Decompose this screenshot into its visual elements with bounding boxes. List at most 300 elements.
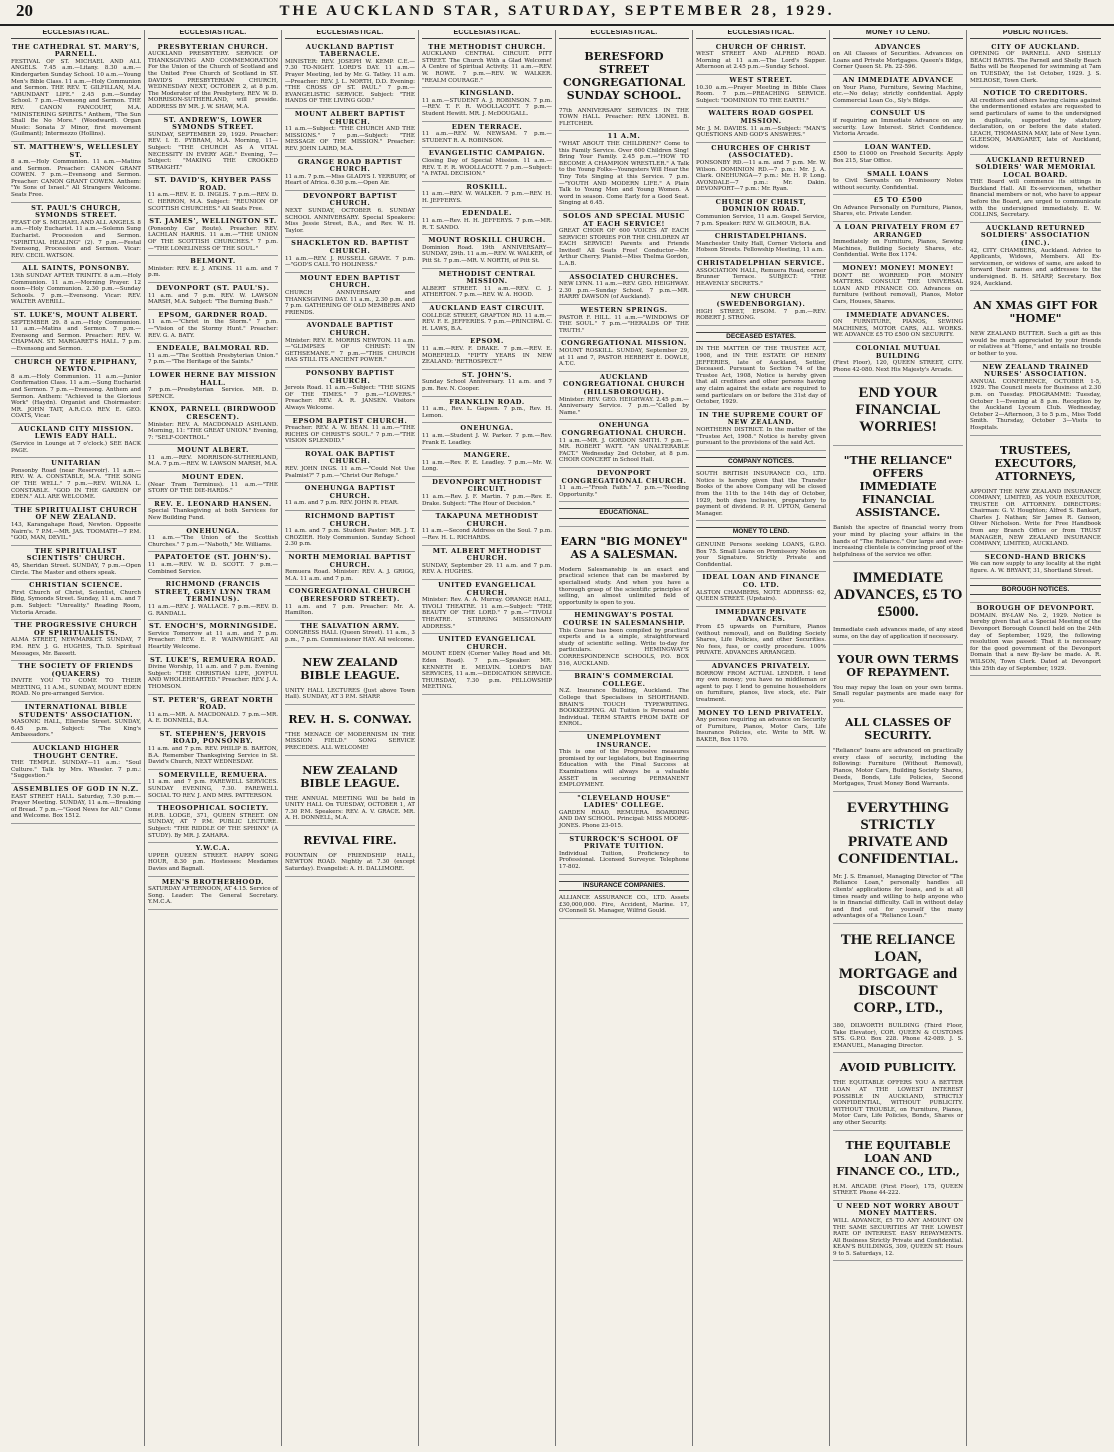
advertisement: [970, 552, 1101, 579]
ad-body: Remuera Road. Minister: REV. A. J. GRIGG, M.A. 11 a.m. and 7 p.m.: [285, 569, 415, 582]
column-header: ECCLESIASTICAL.: [422, 30, 552, 39]
ad-heading: AUCKLAND CONGREGATIONAL CHURCH (HILLSBOROUGH).: [562, 372, 686, 396]
advertisement: [11, 580, 141, 620]
ad-heading: WESTERN SPRINGS.: [580, 306, 668, 315]
ad-body: PONSONBY RD.—11 a.m. and 7 p.m. Mr. W. Wilson. DOMINION RD.—7 p.m.: Mr. J. A. Clark. ONEHUNGA—7 p.m.: Mr. H. P. Long. AVONDALE—7 p.m.: Mr. Dakin. DEVONPORT—7 p.m.: Mr. Ryan.: [696, 159, 826, 193]
advertisement: [422, 450, 552, 477]
advertisement: [422, 397, 552, 424]
ad-body: INVITE YOU TO COME TO THEIR MEETING, 11 A.M., SUNDAY, MOUNT EDEN ROAD. No pre-arranged Service.: [11, 678, 141, 698]
advertisement: [285, 368, 415, 416]
ad-body: 11 a.m.—"The Union of the Scottish Churches." 7 p.m.—"Naboth," Mr. Williams.: [148, 535, 278, 548]
ad-heading: EPSOM BAPTIST CHURCH.: [292, 416, 408, 425]
ad-heading: INSURANCE COMPANIES.: [559, 881, 689, 892]
ad-heading: THEOSOPHICAL SOCIETY.: [157, 804, 269, 813]
advertisement: [696, 521, 826, 572]
advertisement: [833, 310, 963, 343]
advertisement: [148, 655, 278, 695]
advertisement: [833, 1053, 963, 1130]
advertisement: [970, 579, 1101, 604]
ad-body: Banish the spectre of financial worry from your mind by placing your affairs in the hands of "The Reliance." Our large and ever-increasing clientele is convincing proof of the helpfulness of the service we offer.: [833, 525, 963, 558]
ad-body: MOUNT EDEN (Corner Valley Road and Mt. Eden Road). 7 p.m.—Speaker: MR. KENNETH E. MELVIN. LORD'S DAY SERVICES, 11 a.m.—DEDICATION SERVICE. THURSDAY, 7.30 p.m. FELLOWSHIP MEETING.: [422, 651, 552, 691]
ad-body: "THE MENACE OF MODERNISM IN THE MISSION FIELD." SONG SERVICE PRECEDES. ALL WELCOME!: [285, 731, 415, 751]
ad-body: Divine Worship, 11 a.m. and 7 p.m. Evening Subject: "THE CHRISTIAN LIFE, JOYFUL AND WHOLEHEARTED." Preacher: REV. J. A. THOMSON.: [148, 664, 278, 690]
ad-body: GREAT CHOIR OF 600 VOICES AT EACH SERVICE! STORIES FOR THE CHILDREN AT EACH SERVICE! Parents and Friends Invited! All Seats Free! Conductor—Mr. Arthur Cherry. Pianist—Miss Thelma Gordon, L.A.B.: [559, 228, 689, 268]
ad-heading: KNOX, PARNELL (BIRDWOOD CRESCENT).: [149, 405, 277, 421]
ad-body: 11 a.m.—STUDENT A. J. ROBINSON. 7 p.m.—REV. T. F. R. WOOLLACOTT. 7 p.m.—Student Hewitt. MR. J. McDOUGALL.: [422, 97, 552, 117]
ad-heading: IMMEDIATE PRIVATE ADVANCES.: [715, 607, 807, 624]
advertisement: [422, 42, 552, 89]
ad-body: 10.30 a.m.—Prayer Meeting in Bible Class Room. 7 p.m.—PREACHING SERVICE. Subject: "DOMINION TO THE EARTH.": [696, 84, 826, 104]
advertisement: [422, 148, 552, 181]
ad-heading: THE SALVATION ARMY.: [300, 621, 400, 630]
advertisement: [148, 175, 278, 216]
ad-body: 11 a.m.—MR. A. MACDONALD. 7 p.m.—MR. A. E. DONNELL, B.A.: [148, 711, 278, 725]
ad-heading: ST. JAMES', WELLINGTON ST.: [149, 217, 277, 226]
advertisement: [148, 803, 278, 843]
advertisement: [148, 729, 278, 770]
ad-heading: ONEHUNGA CONGREGATIONAL CHURCH.: [561, 421, 687, 437]
advertisement: [696, 143, 826, 197]
column-4: [419, 30, 556, 1446]
ad-heading: BRAIN'S COMMERCIAL COLLEGE.: [574, 672, 674, 688]
ad-body: H.M. ARCADE (First Floor), 175, QUEEN STREET. Phone 44-222.: [833, 1183, 963, 1197]
ad-body: on All Classes of Securities. Advances on Loans and Private Mortgages. Queen's Bldgs, Corner Queen St. Ph. 22-596.: [833, 51, 963, 71]
ad-heading: MANGERE.: [463, 451, 511, 460]
ad-heading: RICHMOND (FRANCIS STREET, GREY LYNN TRAM TERMINUS).: [154, 580, 272, 604]
ad-heading: EVERYTHING STRICTLY PRIVATE AND CONFIDENTIAL.: [837, 799, 959, 867]
advertisement: [11, 702, 141, 743]
advertisement: [285, 552, 415, 586]
advertisement: [285, 273, 415, 321]
advertisement: [970, 155, 1101, 223]
advertisement: [970, 291, 1101, 361]
ad-heading: THE SPIRITUALIST CHURCH OF NEW ZEALAND.: [14, 505, 138, 522]
ad-body: 7 p.m.—Presbyterian Service. MR. D. SPENCE.: [148, 387, 278, 400]
newspaper-title: THE AUCKLAND STAR, SATURDAY, SEPTEMBER 28, 1929.: [279, 3, 835, 19]
advertisement: [559, 272, 689, 305]
advertisement: [833, 169, 963, 196]
advertisement: [696, 572, 826, 606]
ad-body: 11 a.m.—REV. W. NEWSAM. 7 p.m.—STUDENT R. A. ROBINSON.: [422, 131, 552, 144]
advertisement: [559, 131, 689, 211]
ad-body: IN THE MATTER OF THE TRUSTEE ACT, 1908, and IN THE ESTATE OF HENRY JEFFERIES, late of Auckland, Settler, Deceased. Pursuant to Section 74 of the Trustee Act, 1908, Notice is hereby given that all creditors and other persons having any claim against the estate are required to send particulars on or before the 31st day of October, 1929.: [696, 346, 826, 406]
ad-heading: PAPATOETOE (ST. JOHN'S).: [154, 553, 272, 562]
ad-heading: ST. STEPHEN'S, JERVOIS ROAD, PONSONBY.: [159, 729, 267, 746]
ad-heading: ADVANCES PRIVATELY.: [711, 661, 811, 670]
ad-body: ASSOCIATION HALL, Remuera Road, corner Brunner Terrace. SUBJECT: "THE HEAVENLY SECRETS.": [696, 267, 826, 287]
ad-heading: COLONIAL MUTUAL BUILDING: [855, 343, 941, 360]
advertisement: [833, 708, 963, 792]
ad-heading: ALL CLASSES OF SECURITY.: [844, 716, 952, 743]
ad-heading: ST. MATTHEW'S, WELLESLEY ST.: [13, 142, 139, 159]
advertisement: [148, 843, 278, 876]
ad-heading: DEVONPORT METHODIST CIRCUIT.: [432, 477, 542, 494]
ad-heading: ST. PETER'S, GREAT NORTH ROAD.: [152, 695, 274, 712]
column-header: MONEY TO LEND.: [833, 30, 963, 39]
ad-body: 11 a.m.—REV. J. RUSSELL GRAVE. 7 p.m.—"GOD'S CALL TO HOLINESS.": [285, 255, 415, 269]
ad-body: 11 a.m.—Rev. H. H. JEFFERYS. 7 p.m.—MR. R. T. SANDO.: [422, 218, 552, 231]
ad-heading: MOUNT ALBERT.: [177, 446, 249, 455]
ad-heading: SMALL LOANS: [867, 169, 929, 178]
advertisement: [833, 75, 963, 108]
ad-body: Any person requiring an advance on Security of Furniture, Pianos, Motor Cars, Life Insurance Policies, etc. Write to MR. W. BAKER, Box 1170.: [696, 717, 826, 743]
column-header: ECCLESIASTICAL.: [148, 30, 278, 39]
advertisement: [148, 42, 278, 115]
advertisement: [148, 115, 278, 176]
advertisement: [422, 269, 552, 303]
ad-body: GARDEN ROAD, REMUERA. BOARDING AND DAY SCHOOL. Principal: MISS MOORE-JONES. Phone 23-015.: [559, 809, 689, 830]
ad-body: CHURCH ANNIVERSARY and THANKSGIVING DAY. 11 a.m., 2.30 p.m. and 7 p.m. GATHERING OF OLD MEMBERS AND FRIENDS.: [285, 290, 415, 316]
advertisement: [422, 182, 552, 209]
ad-heading: THE EQUITABLE LOAN AND FINANCE CO., LTD.,: [836, 1138, 960, 1178]
ad-heading: COMPANY NOTICES.: [696, 457, 826, 468]
ad-heading: TAKAPUNA METHODIST CHURCH.: [435, 512, 539, 528]
ad-body: Communion Service, 11 a.m. Gospel Service, 7 p.m. Speaker: REV. W. GILMOUR, B.A.: [696, 214, 826, 227]
ad-body: 11 a.m. 7 p.m.—Miss GLADYS I. YERBURY, of Heart of Africa. 6.30 p.m.—Open Air.: [285, 173, 415, 187]
ad-heading: RICHMOND BAPTIST CHURCH.: [304, 512, 396, 528]
ad-heading: METHODIST CENTRAL MISSION.: [438, 269, 536, 286]
ad-body: NORTHERN DISTRICT. In the matter of the "Trustee Act, 1908." Notice is hereby given pursuant to the provisions of the said Act.: [696, 426, 826, 447]
ad-body: SUNDAY, SEPTEMBER 29, 1929. Preacher: REV. I. E. PYBRAM, M.A. Morning, 11—Subject: "THE CHURCH AS A VITAL NECESSITY IN EVERY AGE." Evening, 7—Subject: "MAKING THE CROOKED STRAIGHT.": [148, 131, 278, 171]
ad-heading: DEVONPORT BAPTIST CHURCH.: [302, 191, 398, 208]
ad-heading: ASSEMBLIES OF GOD IN N.Z.: [13, 785, 139, 793]
advertisement: [285, 157, 415, 191]
ad-heading: NORTH MEMORIAL BAPTIST CHURCH.: [288, 553, 412, 569]
advertisement: [11, 42, 141, 142]
ad-heading: ST. PAUL'S CHURCH, SYMONDS STREET.: [31, 203, 121, 220]
advertisement: [285, 511, 415, 552]
ad-heading: THE CATHEDRAL ST. MARY'S, PARNELL.: [12, 42, 140, 59]
ad-heading: EDUCATIONAL.: [559, 508, 689, 519]
ad-body: 11 a.m.—Rev. J. F. Martin. 7 p.m.—Rev. E. Drake. Subject: "The Hour of Decision.": [422, 494, 552, 507]
ad-body: 11 a.m.—REV. W. WALKER. 7 p.m.—REV. H. H. JEFFERYS.: [422, 191, 552, 204]
ad-heading: NEW ZEALAND BIBLE LEAGUE.: [300, 655, 400, 682]
advertisement: [11, 784, 141, 824]
advertisement: [833, 263, 963, 310]
ad-heading: REVIVAL FIRE.: [303, 833, 397, 847]
ad-heading: FRANKLIN ROAD.: [449, 397, 525, 406]
ad-heading: "THE RELIANCE" OFFERS IMMEDIATE FINANCIAL ASSISTANCE.: [843, 454, 953, 520]
advertisement: [285, 705, 415, 756]
ad-body: 42, CITY CHAMBERS, Auckland. Advice to Applicants, Widows, Members. All Ex-servicemen, or widows of same, are asked to forward their names and addresses to the undersigned. B. H. SHARP, Secretary. Box 924, Auckland.: [970, 247, 1101, 287]
advertisement: [148, 695, 278, 729]
ad-heading: IN THE SUPREME COURT OF NEW ZEALAND.: [699, 410, 823, 427]
ad-heading: "CLEVELAND HOUSE" LADIES' COLLEGE.: [577, 793, 671, 810]
ad-body: 11 a.m.—MR. J. GORDON SMITH. 7 p.m.—MR. ROBERT WATT. "AN UNALTERABLE FACT." Wednesday 2nd October, at 8 p.m. CHOIR CONCERT in School Hall.: [559, 437, 689, 464]
advertisement: [833, 377, 963, 446]
ad-body: MASONIC HALL, Ellerslie Street. SUNDAY, 6.45 p.m. Subject: "The King's Ambassadors.": [11, 719, 141, 739]
ad-heading: REV. H. S. CONWAY.: [288, 712, 412, 726]
ad-body: APPOINT THE NEW ZEALAND INSURANCE COMPANY, LIMITED, AS YOUR EXECUTOR, TRUSTEE OR ATTORNEY. DIRECTORS: Chairman: G. V. Houghton; Alfred S. Bankart, Charles J. Nathan; Sir James R. Gunson, Oliver Nicholson. Write for Free Handbook from any Branch Office or from TRUST MANAGER, NEW ZEALAND INSURANCE COMPANY, LIMITED, AUCKLAND.: [970, 488, 1101, 548]
ad-heading: KINGSLAND.: [459, 89, 515, 98]
ad-heading: DEVONPORT (ST. PAUL'S).: [156, 284, 270, 292]
column-header: ECCLESIASTICAL.: [285, 30, 415, 39]
ad-body: 11 a.m. and 7 p.m. Preacher: Mr. A. Hamilton.: [285, 603, 415, 617]
ad-body: GENUINE Persons seeking LOANS, G.P.O. Box 75. Small Loans on Promissory Notes on your Signature. Strictly Private and Confidential.: [696, 542, 826, 568]
advertisement: [148, 283, 278, 310]
ad-body: Immediate cash advances made, of any sized sums, on the day of application if necessary.: [833, 627, 963, 640]
ad-body: Minister: REV. GEO. HEIGHWAY. 2.45 p.m.—Anniversary Service. 7 p.m.—"Called by Name.": [559, 396, 689, 416]
ad-heading: AUCKLAND RETURNED SOLDIERS' ASSOCIATION (INC.).: [980, 223, 1091, 248]
advertisement: [285, 621, 415, 648]
ad-heading: LOWER HERNE BAY MISSION HALL.: [149, 370, 277, 387]
advertisement: [285, 416, 415, 449]
ad-heading: MONEY TO LEND PRIVATELY.: [698, 708, 824, 717]
advertisement: [696, 607, 826, 661]
advertisement: [833, 924, 963, 1053]
advertisement: [148, 621, 278, 654]
ad-heading: DECEASED ESTATES.: [696, 332, 826, 343]
ad-body: N.Z. Insurance Building, Auckland. The College that Specialises in SHORTHAND. BRAIN'S TOUCH TYPEWRITING. BOOKKEEPING. All Tuition is Personal and Individual. TERM STARTS FROM DATE OF ENROL.: [559, 688, 689, 728]
ad-heading: EDENDALE.: [462, 209, 512, 218]
ad-body: Dominion Road. 19th ANNIVERSARY—SUNDAY, 29th. 11 a.m.—REV. W. WALKER, of Pitt St. 7 p.m.—MR. V. NORTH, of Pitt St.: [422, 244, 552, 265]
ad-heading: ASSOCIATED CHURCHES.: [569, 272, 679, 281]
advertisement: [559, 338, 689, 371]
advertisement: [148, 526, 278, 553]
advertisement: [559, 42, 689, 132]
ad-heading: EPSOM.: [470, 337, 504, 346]
ad-heading: CONGREGATIONAL MISSION.: [561, 339, 687, 348]
ad-heading: £5 TO £500: [873, 196, 923, 205]
ad-heading: REV. E. LEONARD HANSEN.: [154, 499, 272, 508]
advertisement: [11, 357, 141, 424]
advertisement: [833, 222, 963, 263]
ad-body: You may repay the loan on your own terms. Small regular payments are made easy for you.: [833, 684, 963, 704]
ad-body: OPENING OF PARNELL AND SHELLY BEACH BATHS. The Parnell and Shelly Beach Baths will be Reopened for swimming at 7am on TUESDAY, the 1st October, 1929. J. S. MELROSE, Town Clerk.: [970, 51, 1101, 84]
ad-heading: ST. JOHN'S.: [462, 370, 512, 379]
ad-body: 11 a.m.—REV. W. D. SCOTT. 7 p.m.—Combined Service.: [148, 562, 278, 575]
ad-heading: NEW ZEALAND TRAINED NURSES' ASSOCIATION.: [982, 362, 1089, 379]
ad-body: ANNUAL CONFERENCE, OCTOBER 1-5, 1929. The Council meets for Business at 2.30 p.m. on Tuesday. PROGRAMME: Tuesday, October 1—Evening at 8 p.m. Reception by the Auckland Lyceum Club. Wednesday, October 2—Afternoon, 3 to 5 p.m., Miss Todd Smith. Thursday, October 3—Visits to Hospitals.: [970, 378, 1101, 431]
advertisement: [285, 191, 415, 239]
advertisement: [422, 208, 552, 235]
ad-body: 11 a.m.—Second Address on the Soul. 7 p.m.—Rev. H. L. RICHARDS.: [422, 528, 552, 542]
advertisement: [970, 88, 1101, 154]
ad-body: 11 a.m.—REV. E. D. INGLIS. 7 p.m.—REV. D. C. HERRON, M.A. Subject: "REUNION OF SCOTTISH CHURCHES." All Seats Free.: [148, 192, 278, 212]
advertisement: [559, 875, 689, 919]
ad-body: "Reliance" loans are advanced on practically every class of security, including the following: Furniture (Without Removal), Pianos, Motor Cars, Building Society Shares, Deeds, Bonds, Life Policies, Second Mortgages, Trust Money Bond Warrants.: [833, 748, 963, 788]
ad-body: 11 a.m.—"The Scottish Presbyterian Union." 7 p.m.—"The Heritage of the Saints.": [148, 352, 278, 366]
advertisement: [422, 88, 552, 121]
ad-body: HIGH STREET, EPSOM. 7 p.m.—REV. ROBERT J. STRONG.: [696, 308, 826, 322]
ad-body: Minister: REV. E. J. ATKINS. 11 a.m. and 7 p.m.: [148, 265, 278, 279]
ad-body: Manchester Unity Hall, Corner Victoria and Hobson Streets. Fellowship Meeting, 11 a.m.: [696, 240, 826, 254]
ad-body: Individual Tuition, Proficiency to Professional. Licensed Surveyor. Telephone 17-802.: [559, 850, 689, 871]
ad-heading: AUCKLAND CITY MISSION. LEWIS EADY HALL.: [18, 424, 134, 441]
ad-heading: ST. LUKE'S, MOUNT ALBERT.: [13, 310, 139, 319]
advertisement: [696, 661, 826, 708]
ad-body: THE EQUITABLE OFFERS YOU A BETTER LOAN AT THE LOWEST INTEREST POSSIBLE IN AUCKLAND, STRICTLY CONFIDENTIAL, WITHOUT PUBLICITY. WITHOUT TROUBLE, on Furniture, Pianos, Motor Cars, Life Policies, Bonds, Shares or any other Security.: [833, 1080, 963, 1126]
ad-body: ON FURNITURE, PIANOS, SEWING MACHINES, MOTOR CARS, ALL WORKS. WE ADVANCE £5 TO £500 ON SECURITY.: [833, 319, 963, 339]
page-number: 20: [16, 1, 33, 20]
ad-heading: IMMEDIATE ADVANCES, £5 TO £5000.: [833, 570, 963, 621]
advertisement: [11, 743, 141, 784]
ad-body: Modern Salesmanship is an exact and practical science that can be mastered by specialised study. And when you have a thorough grasp of the scientific principles of selling, an almost unlimited field of opportunity is open to you.: [559, 566, 689, 606]
advertisement: [11, 620, 141, 661]
ad-body: 11 a.m.—Subject: "THE CHURCH AND THE MISSIONS." 7 p.m.—Subject: "THE MESSAGE OF THE MISSION." Preacher: REV. JOHN LAIRD, M.A.: [285, 126, 415, 152]
ad-body: Service Tomorrow at 11 a.m. and 7 p.m. Preacher: REV. E. P. WAINWRIGHT. All Heartily Welcome.: [148, 630, 278, 650]
column-7: [830, 30, 967, 1446]
advertisement: [148, 310, 278, 343]
advertisement: [696, 75, 826, 108]
advertisement: [11, 424, 141, 458]
ad-body: MOUNT ROSKILL. SUNDAY, September 29, at 11 and 7, PASTOR HERBERT E. DOWLE, A.T.C.: [559, 348, 689, 368]
advertisement: [422, 477, 552, 511]
advertisement: [696, 42, 826, 75]
ad-body: 11 a.m.—REV. J. WALLACE. 7 p.m.—REV. D. G. RANDALL.: [148, 603, 278, 617]
ad-body: Mr. J. M. DAVIES. 11 a.m.—Subject: "MAN'S QUESTIONS AND GOD'S ANSWERS.": [696, 125, 826, 139]
advertisement: [696, 291, 826, 325]
ad-body: This is one of the Progressive measures promised by our legislators, but Engineering Education with the Final Success at Examinations will always be a valuable ASSET in securing PERMANENT EMPLOYMENT.: [559, 749, 689, 789]
ad-body: UNITY HALL LECTURES (Just above Town Hall). SUNDAY, AT 3 P.M. SHARP.: [285, 687, 415, 701]
ad-heading: MOUNT ALBERT BAPTIST CHURCH.: [294, 109, 406, 126]
ad-heading: WALTERS ROAD GOSPEL MISSION.: [708, 109, 814, 125]
ad-heading: CHURCHES OF CHRIST (ASSOCIATED).: [711, 143, 811, 160]
advertisement: [11, 203, 141, 264]
ad-heading: AVONDALE BAPTIST CHURCH.: [306, 321, 394, 337]
advertisement: [11, 263, 141, 310]
ad-heading: MOUNT EDEN BAPTIST CHURCH.: [299, 273, 401, 290]
ad-body: DON'T BE WORRIED FOR MONEY MATTERS. CONSULT THE UNIVERSAL LOAN AND FINANCE CO. Advances on furniture (without removal), Pianos, Motor Cars, Houses, Shares.: [833, 272, 963, 305]
column-header: PUBLIC NOTICES.: [970, 30, 1101, 39]
ad-heading: AUCKLAND BAPTIST TABERNACLE.: [305, 42, 395, 59]
ad-heading: ST. LUKE'S, REMUERA ROAD.: [150, 655, 276, 664]
column-header: ECCLESIASTICAL.: [696, 30, 826, 39]
ad-heading: A LOAN PRIVATELY FROM £7 ARRANGED: [835, 223, 961, 239]
ad-heading: TRUSTEES, EXECUTORS, ATTORNEYS,: [994, 443, 1077, 483]
ad-body: THE ANNUAL MEETING Will be held in UNITY HALL On TUESDAY, OCTOBER 1, AT 7.30 P.M. Speakers: REV. A. V. GRACE. MR. A. H. DONNELL, M.A.: [285, 795, 415, 822]
ad-heading: THE SOCIETY OF FRIENDS (QUAKERS): [18, 662, 134, 678]
ad-body: COLLEGE STREET, GRAFTON RD. 11 a.m.—REV. F. E. JEFFERIES. 7 p.m.—PRINCIPAL C. H. LAWS, B.A.: [422, 312, 552, 332]
advertisement: [696, 108, 826, 142]
ad-body: £500 to £1000 on Freehold Security. Apply Box 215, Star Office.: [833, 151, 963, 164]
ad-body: 11 a.m. and 7 p.m. Student Pastor: MR. J. T. CROZIER. Holy Communion. Sunday School 2.30 p.m.: [285, 528, 415, 548]
ad-heading: UNEMPLOYMENT INSURANCE.: [586, 732, 662, 749]
advertisement: [970, 42, 1101, 89]
advertisement: [422, 423, 552, 450]
ad-body: 13th SUNDAY AFTER TRINITY. 8 a.m.—Holy Communion. 11 a.m.—Morning Prayer. 12 noon—Holy Communion. 2.30 p.m.—Sunday Schools. 7 p.m.—Evensong. Vicar: REV. WALTER AVERILL.: [11, 273, 141, 306]
ad-heading: ONEHUNGA.: [460, 424, 514, 433]
advertisement: [422, 122, 552, 149]
advertisement: [422, 370, 552, 397]
advertisement: [422, 303, 552, 336]
ad-body: (Ponsonby Car Route). Preacher: REV. LACHLAN HARRIS. 11 a.m.—"THE UNION OF THE SCOTTISH CHURCHES." 7 p.m.—"THE LONELINESS OF THE SOUL.": [148, 225, 278, 252]
ad-heading: ST. DAVID'S, KHYBER PASS ROAD.: [154, 176, 272, 192]
ad-heading: WEST STREET.: [729, 75, 793, 84]
ad-heading: EPSOM, GARDNER ROAD.: [158, 310, 268, 319]
ad-heading: BERESFORD STREET CONGREGATIONAL SUNDAY SCHOOL.: [563, 49, 685, 102]
ad-heading: EDEN TERRACE.: [451, 122, 523, 131]
advertisement: [148, 472, 278, 499]
ad-body: Sunday School Anniversary. 11 a.m. and 7 p.m. Rev. N. Cooper.: [422, 379, 552, 392]
ad-heading: ALL SAINTS, PONSONBY.: [22, 264, 130, 273]
advertisement: [833, 108, 963, 141]
advertisement: [833, 792, 963, 924]
ad-heading: ST. ENOCH'S, MORNINGSIDE.: [149, 622, 277, 631]
ad-body: On Advance Personally on Furniture, Pianos, Shares, etc. Private Lender.: [833, 204, 963, 218]
ad-body: EAST STREET HALL. Saturday, 7.30 p.m.—Prayer Meeting. SUNDAY, 11 a.m.—Breaking of Bread. 7 p.m.—"Good News for All." Come and Welcome. Box 1512.: [11, 793, 141, 820]
advertisement: [696, 708, 826, 748]
ad-body: SEPTEMBER 29. 8 a.m.—Holy Communion. 11 a.m.—Matins and Sermon. 7 p.m.—Evensong and Sermon. Preacher: REV. W. CHAPMAN. ST. MARGARET'S HALL. 7 p.m.—Evensong and Sermon.: [11, 319, 141, 352]
ad-heading: BELMONT.: [190, 257, 236, 266]
advertisement: [559, 372, 689, 421]
ad-heading: INTERNATIONAL BIBLE STUDENTS' ASSOCIATION.: [18, 703, 134, 719]
advertisement: [148, 499, 278, 526]
column-5: [556, 30, 693, 1446]
advertisement: [148, 579, 278, 621]
ad-body: SOUTH BRITISH INSURANCE CO., LTD. Notice is hereby given that the Transfer Books of the above Company will be closed from the 11th to the 14th day of October, 1929, both days inclusive, preparatory to payment of dividend. P. H. UPTON, General Manager.: [696, 471, 826, 517]
ad-heading: AUCKLAND HIGHER THOUGHT CENTRE.: [32, 744, 120, 760]
advertisement: [970, 603, 1101, 676]
ad-heading: CITY OF AUCKLAND.: [991, 42, 1080, 51]
advertisement: [422, 546, 552, 580]
ad-heading: END YOUR FINANCIAL WORRIES!: [855, 385, 941, 436]
advertisement: [559, 793, 689, 834]
ad-heading: UNITED EVANGELICAL CHURCH.: [438, 635, 536, 651]
advertisement: [696, 197, 826, 231]
ad-heading: PRESBYTERIAN CHURCH.: [157, 42, 269, 51]
ad-body: FOUNTAIN OF FRIENDSHIP HALL, NEWTON ROAD. Nightly at 7.30 (except Saturday). Evangelist: A. H. DALLIMORE.: [285, 852, 415, 873]
advertisement: [422, 235, 552, 268]
ad-heading: Y.W.C.A.: [195, 844, 231, 853]
ad-body: AUCKLAND PRESBYTERY. SERVICE OF THANKSGIVING AND COMMEMORATION For the Union of the Church of Scotland and the United Free Church of Scotland in ST. DAVID'S PRESBYTERIAN CHURCH, WEDNESDAY NEXT, OCTOBER 2, at 8 p.m. The Moderator of the Presbytery, REV. W. D. MORRISON-SUTHERLAND, will preside. ADDRESS BY MR. J. W. SHAW, M.A.: [148, 51, 278, 110]
ad-body: NEW LYNN. 11 a.m.—REV. GEO. HEIGHWAY. 2.30 p.m.—Sunday School. 7 p.m.—MR. HARRY DAWSON (of Auckland).: [559, 281, 689, 301]
ad-body: SUNDAY, September 29. 11 a.m. and 7 p.m. REV. A. HUGHES.: [422, 562, 552, 576]
ad-heading: ST. ANDREW'S, LOWER SYMONDS STREET.: [163, 115, 263, 132]
ad-heading: 11 A.M.: [607, 132, 641, 141]
ad-heading: THE RELIANCE LOAN, MORTGAGE and DISCOUNT CORP., LTD.,: [838, 932, 958, 1016]
ad-heading: NOTICE TO CREDITORS.: [983, 89, 1088, 98]
advertisement: [285, 586, 415, 620]
ad-heading: EARN "BIG MONEY" AS A SALESMAN.: [560, 534, 688, 561]
advertisement: [696, 410, 826, 451]
ad-body: 8 a.m.—Holy Communion. 11 a.m.—Junior Confirmation Class. 11 a.m.—Sung Eucharist and Sermon. 7 p.m.—Evensong. Anthem and Sermon. Anthem: "Achieved is the Glorious Work" (Haydn). Organist and Choirmaster: MR. JOHN TAIT, A.R.C.O. REV. E. GEO. COATS, Vicar.: [11, 373, 141, 420]
ad-heading: ONEHUNGA BAPTIST CHURCH.: [304, 484, 396, 500]
advertisement: [833, 1201, 963, 1262]
ad-heading: THE METHODIST CHURCH.: [428, 42, 546, 51]
ad-heading: SOLOS AND SPECIAL MUSIC AT EACH SERVICE!: [562, 211, 686, 228]
advertisement: [422, 336, 552, 369]
ad-body: WEST STREET AND ALFRED ROAD. Morning at 11 a.m.—The Lord's Supper. Afternoon at 2.45 p.m.—Sunday School.: [696, 51, 826, 71]
column-2: [145, 30, 282, 1446]
ad-body: SATURDAY AFTERNOON, AT 4.15. Service of Song. Leader: The General Secretary. Y.M.C.A.: [148, 886, 278, 906]
ad-body: 11 a.m.—REV. F. DRAKE. 7 p.m.—REV. E. MOREFIELD. "FIFTY YEARS IN NEW ZEALAND: 'RETROSPECT.'": [422, 345, 552, 366]
ad-heading: CONGREGATIONAL CHURCH (BERESFORD STREET).: [288, 587, 412, 603]
ad-body: 11 a.m. and 7 p.m. FAREWELL SERVICES. SUNDAY EVENING, 7.30. FAREWELL SOCIAL TO REV. J. AND MRS. PATTERSON.: [148, 779, 278, 799]
column-1: [8, 30, 145, 1446]
ad-heading: GRANGE ROAD BAPTIST CHURCH.: [297, 157, 403, 174]
ad-body: 11 a.m. and 7 p.m. REV. PHILIP B. BARTON, B.A. Remember Thanksgiving Service in St. David's Church, NEXT WEDNESDAY.: [148, 746, 278, 766]
advertisement: [696, 231, 826, 258]
advertisement: [422, 634, 552, 695]
ad-heading: PONSONBY BAPTIST CHURCH.: [305, 368, 395, 385]
advertisement: [285, 109, 415, 157]
advertisement: [833, 195, 963, 222]
page-columns: [8, 30, 1106, 1446]
ad-body: 380, DILWORTH BUILDING (Third Floor, Take Elevator), COR. QUEEN & CUSTOMS STS. G.P.O. Box 228. Phone 42-089. J. S. EMANUEL, Managing Director.: [833, 1023, 963, 1049]
advertisement: [696, 258, 826, 291]
ad-heading: IMMEDIATE ADVANCES.: [846, 310, 950, 319]
ad-body: This Course has been compiled by practical experts and is a simple, straightforward study of scientific selling. Write to-day for particulars. HEMINGWAY'S CORRESPONDENCE SCHOOLS, P.O. BOX 516, AUCKLAND.: [559, 627, 689, 667]
advertisement: [559, 671, 689, 732]
ad-body: First Church of Christ, Scientist, Church Bldg, Symonds Street. Sunday, 11 a.m. and 7 p.m. Subject: "Unreality." Reading Room, Victoria Arcade.: [11, 589, 141, 616]
ad-heading: MONEY TO LEND.: [696, 527, 826, 538]
advertisement: [148, 370, 278, 404]
ad-heading: STURROCK'S SCHOOL OF PRIVATE TUITION.: [569, 834, 679, 851]
ad-body: 8 a.m.—Holy Communion. 11 a.m.—Matins and Sermon. Preacher: CANON GRANT COWEN. 7 p.m.—Evensong and Sermon. Preacher: CANON GRANT COWEN. Anthem: "Ye Sons of Israel." All Strangers Welcome. Seats Free.: [11, 159, 141, 199]
ad-body: to Civil Servants on Promissory Notes without security. Confidential.: [833, 178, 963, 191]
ad-heading: CONSULT US: [870, 109, 926, 118]
